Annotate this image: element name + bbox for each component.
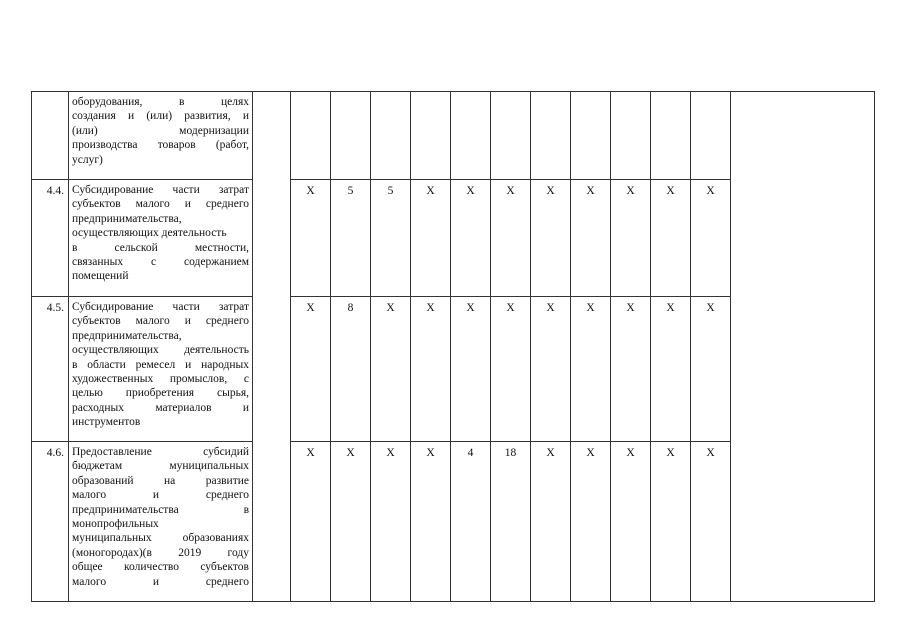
table-row [32, 297, 875, 442]
description-line: субъектов малого и среднего [72, 198, 249, 211]
value-cell: X [491, 180, 531, 297]
description-line: оборудования, в целях [72, 96, 249, 108]
description-line: художественных промыслов, с [72, 373, 249, 386]
value-cell [571, 92, 611, 180]
value-cell: 4 [451, 442, 491, 602]
description-line: субъектов малого и среднего [72, 315, 249, 328]
description-line: предпринимательства, [72, 212, 182, 225]
row-description [69, 92, 253, 180]
value-cell: X [691, 297, 731, 442]
description-line: создания и (или) развития, и [72, 110, 249, 123]
spacer-cell [253, 297, 291, 442]
description-line: муниципальных образованиях [72, 532, 249, 545]
value-cell: 5 [331, 180, 371, 297]
description-line: (моногородах)(в 2019 году [72, 546, 249, 559]
value-cell: X [571, 442, 611, 602]
description-line: в сельской местности, [72, 241, 249, 254]
description-line: связанных с содержанием [72, 256, 249, 269]
row-number [32, 92, 69, 180]
value-cell: X [571, 297, 611, 442]
value-cell [691, 92, 731, 180]
value-cell [611, 92, 651, 180]
description-line: инструментов [72, 416, 141, 429]
description-line: производства товаров (работ, [72, 139, 249, 152]
value-cell: X [531, 442, 571, 602]
description-line: предпринимательства, [72, 329, 182, 342]
value-cell: X [491, 297, 531, 442]
description-line: Предоставление субсидий [72, 446, 249, 458]
description-line: общее количество субъектов [72, 561, 249, 574]
table-row [32, 92, 875, 180]
description-line: осуществляющих деятельность [72, 227, 227, 240]
value-cell: X [691, 180, 731, 297]
description-line: помещений [72, 270, 129, 283]
description-line: Субсидирование части затрат [72, 301, 249, 313]
description-line: в области ремесел и народных [72, 358, 249, 371]
value-cell: X [331, 442, 371, 602]
value-cell: X [531, 180, 571, 297]
value-cell: 8 [331, 297, 371, 442]
row-description [69, 442, 253, 602]
value-cell: X [451, 297, 491, 442]
value-cell: X [651, 442, 691, 602]
value-cell [291, 92, 331, 180]
row-description [69, 180, 253, 297]
trailing-cell [731, 180, 875, 297]
value-cell [331, 92, 371, 180]
value-cell [451, 92, 491, 180]
value-cell: X [611, 180, 651, 297]
description-line: образований на развитие [72, 474, 249, 487]
value-cell: X [411, 180, 451, 297]
value-cell: X [531, 297, 571, 442]
value-cell: X [411, 297, 451, 442]
description-line: услуг) [72, 153, 103, 166]
value-cell [411, 92, 451, 180]
table-row [32, 180, 875, 297]
spacer-cell [253, 92, 291, 180]
trailing-cell [731, 442, 875, 602]
description-line: малого и среднего [72, 489, 249, 502]
trailing-cell [731, 297, 875, 442]
table-row [32, 442, 875, 602]
plan-table [31, 91, 875, 602]
value-cell: 18 [491, 442, 531, 602]
value-cell: X [291, 442, 331, 602]
value-cell: X [611, 297, 651, 442]
value-cell: 5 [371, 180, 411, 297]
row-number: 4.5. [32, 297, 69, 442]
value-cell: X [291, 297, 331, 442]
value-cell: X [291, 180, 331, 297]
spacer-cell [253, 180, 291, 297]
trailing-cell [731, 92, 875, 180]
value-cell [371, 92, 411, 180]
value-cell: X [451, 180, 491, 297]
value-cell: X [571, 180, 611, 297]
value-cell: X [411, 442, 451, 602]
description-line: (или) модернизации [72, 124, 249, 137]
description-line: бюджетам муниципальных [72, 460, 249, 473]
description-line: осуществляющих деятельность [72, 344, 249, 357]
description-line: Субсидирование части затрат [72, 184, 249, 196]
value-cell: X [371, 442, 411, 602]
row-number: 4.4. [32, 180, 69, 297]
value-cell: X [651, 297, 691, 442]
description-line: малого и среднего [72, 575, 249, 588]
description-line: предпринимательства в [72, 503, 249, 516]
value-cell [531, 92, 571, 180]
description-line: монопрофильных [72, 518, 159, 531]
value-cell: X [691, 442, 731, 602]
description-line: расходных материалов и [72, 401, 249, 414]
value-cell [491, 92, 531, 180]
value-cell [651, 92, 691, 180]
spacer-cell [253, 442, 291, 602]
value-cell: X [611, 442, 651, 602]
description-line: целью приобретения сырья, [72, 387, 249, 400]
value-cell: X [371, 297, 411, 442]
row-description [69, 297, 253, 442]
value-cell: X [651, 180, 691, 297]
row-number: 4.6. [32, 442, 69, 602]
